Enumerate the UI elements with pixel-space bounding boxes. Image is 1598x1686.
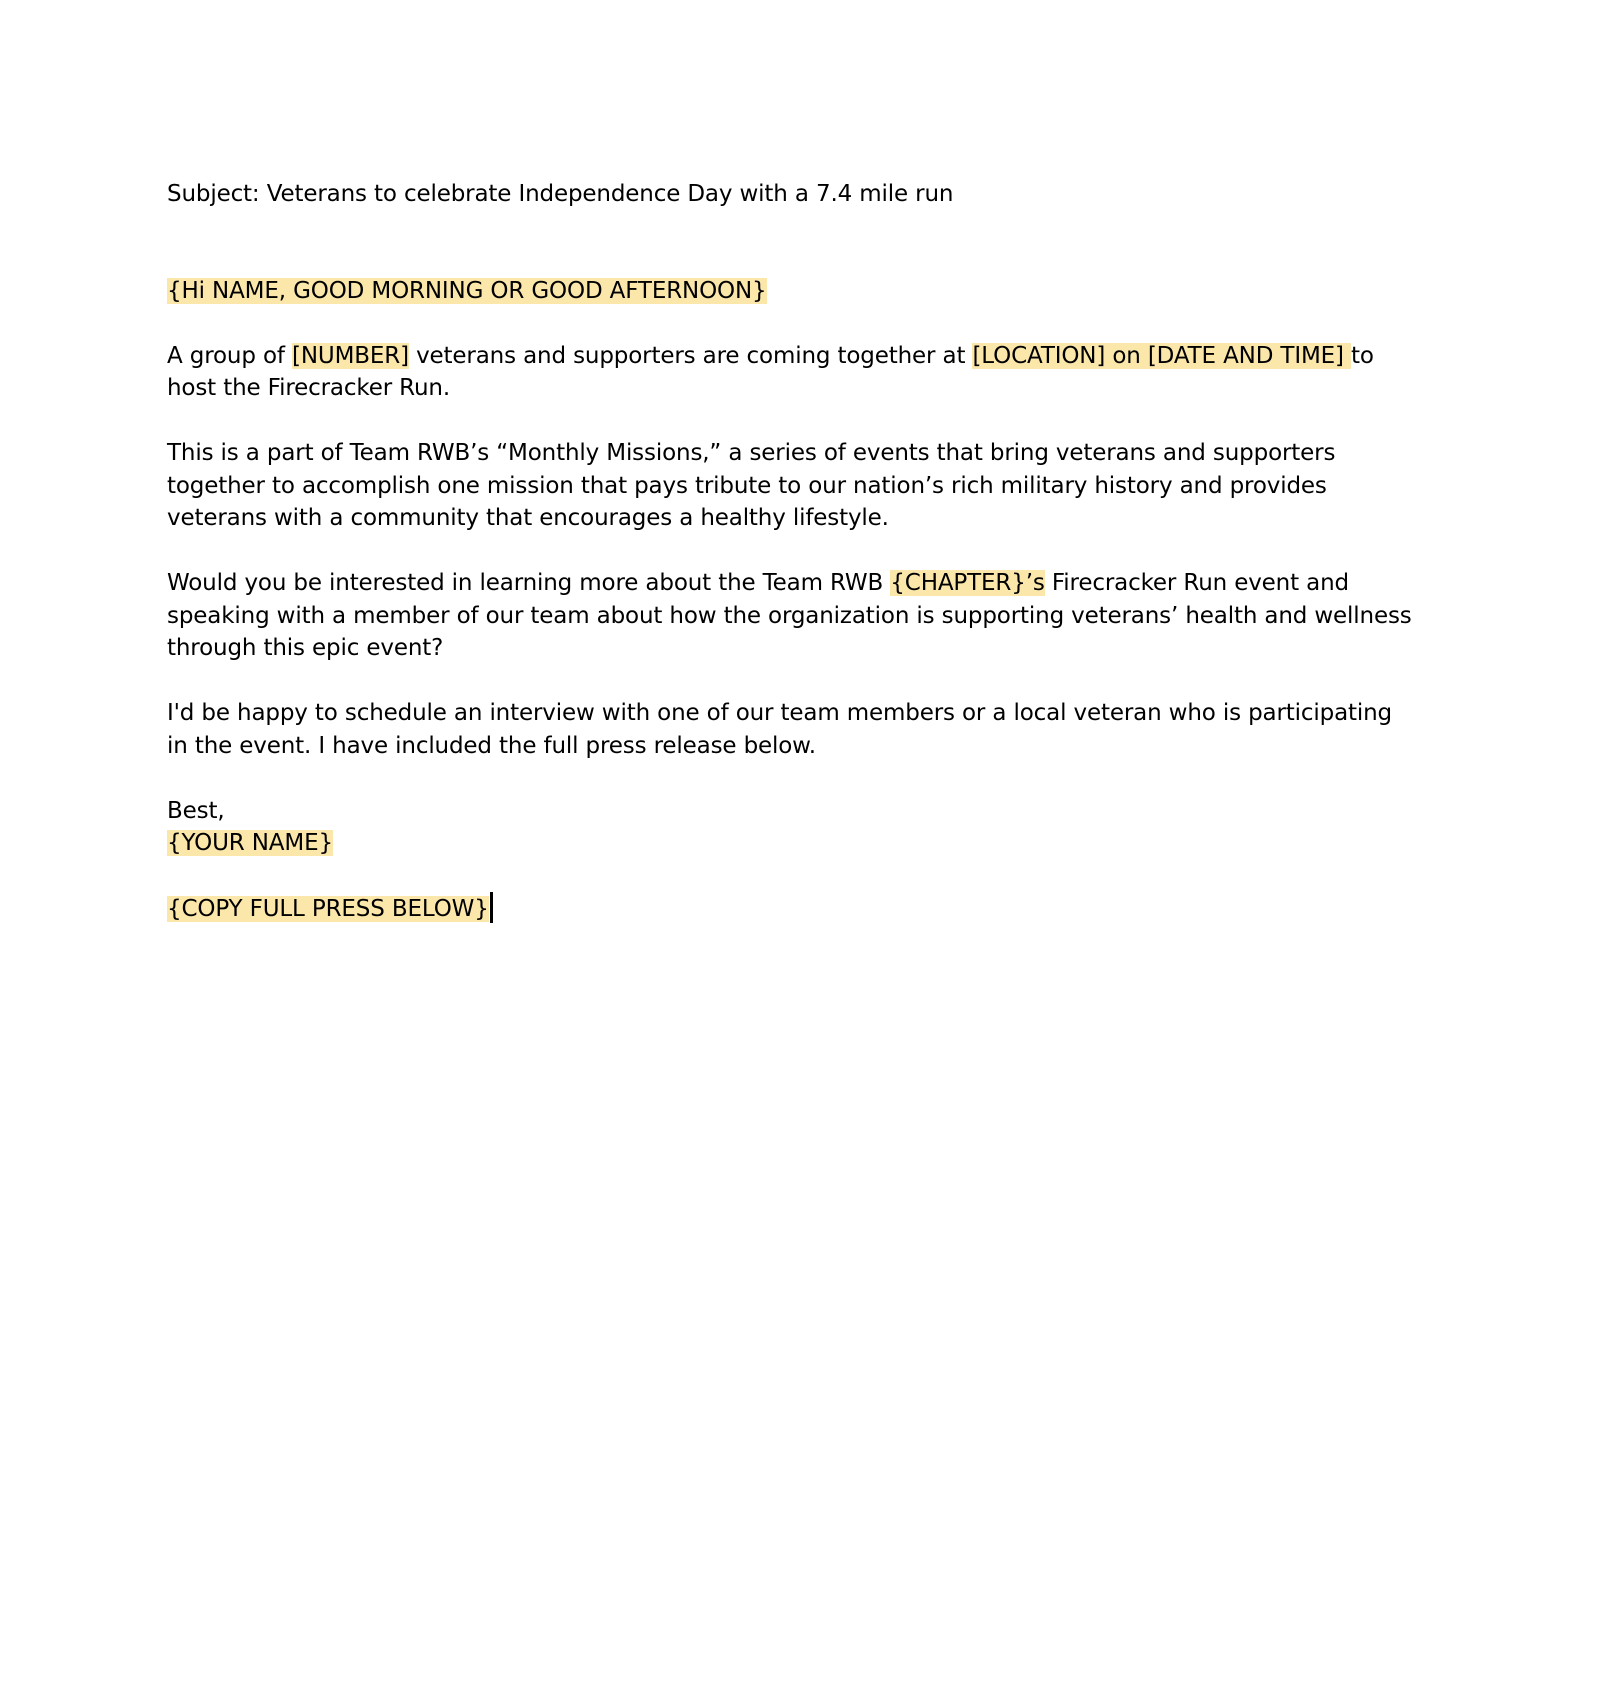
- paragraph-text: veterans and supporters are coming together at: [408, 342, 973, 369]
- signoff: Best,: [167, 797, 225, 824]
- paragraph-interest-question: [167, 567, 1417, 665]
- your-name-placeholder: {YOUR NAME}: [167, 830, 333, 856]
- number-placeholder: [NUMBER]: [292, 342, 409, 369]
- location-date-placeholder: [LOCATION] on [DATE AND TIME]: [972, 342, 1352, 369]
- press-line: [167, 892, 1417, 926]
- name-line: [167, 827, 1417, 860]
- copy-press-placeholder: {COPY FULL PRESS BELOW}: [167, 896, 489, 922]
- paragraph-text: to host the Firecracker Run.: [167, 342, 1374, 401]
- paragraph-monthly-missions: This is a part of Team RWB’s “Monthly Missions,” a series of events that bring veterans and supporters together to accomplish one mission that pays tribute to our nation’s rich military history and provides veterans with a community that encourages a healthy lifestyle.: [167, 440, 1336, 531]
- document-body[interactable]: [167, 178, 1417, 926]
- subject-line: Subject: Veterans to celebrate Independence Day with a 7.4 mile run: [167, 181, 954, 207]
- greeting-placeholder: {Hi NAME, GOOD MORNING OR GOOD AFTERNOON}: [167, 277, 767, 304]
- paragraph-text: A group of: [167, 342, 292, 369]
- paragraph-event-intro: [167, 340, 1417, 405]
- text-cursor: [490, 892, 493, 923]
- chapter-placeholder: {CHAPTER}’s: [890, 570, 1045, 596]
- paragraph-text: Would you be interested in learning more about the Team RWB: [167, 570, 891, 596]
- paragraph-interview-offer: I'd be happy to schedule an interview with one of our team members or a local veteran who is participating in the event. I have included the full press release below.: [167, 700, 1392, 759]
- greeting-line: [167, 275, 1417, 308]
- paragraph-text: Firecracker Run event and speaking with a member of our team about how the organization is supporting veterans’ health and wellness through this epic event?: [167, 570, 1412, 661]
